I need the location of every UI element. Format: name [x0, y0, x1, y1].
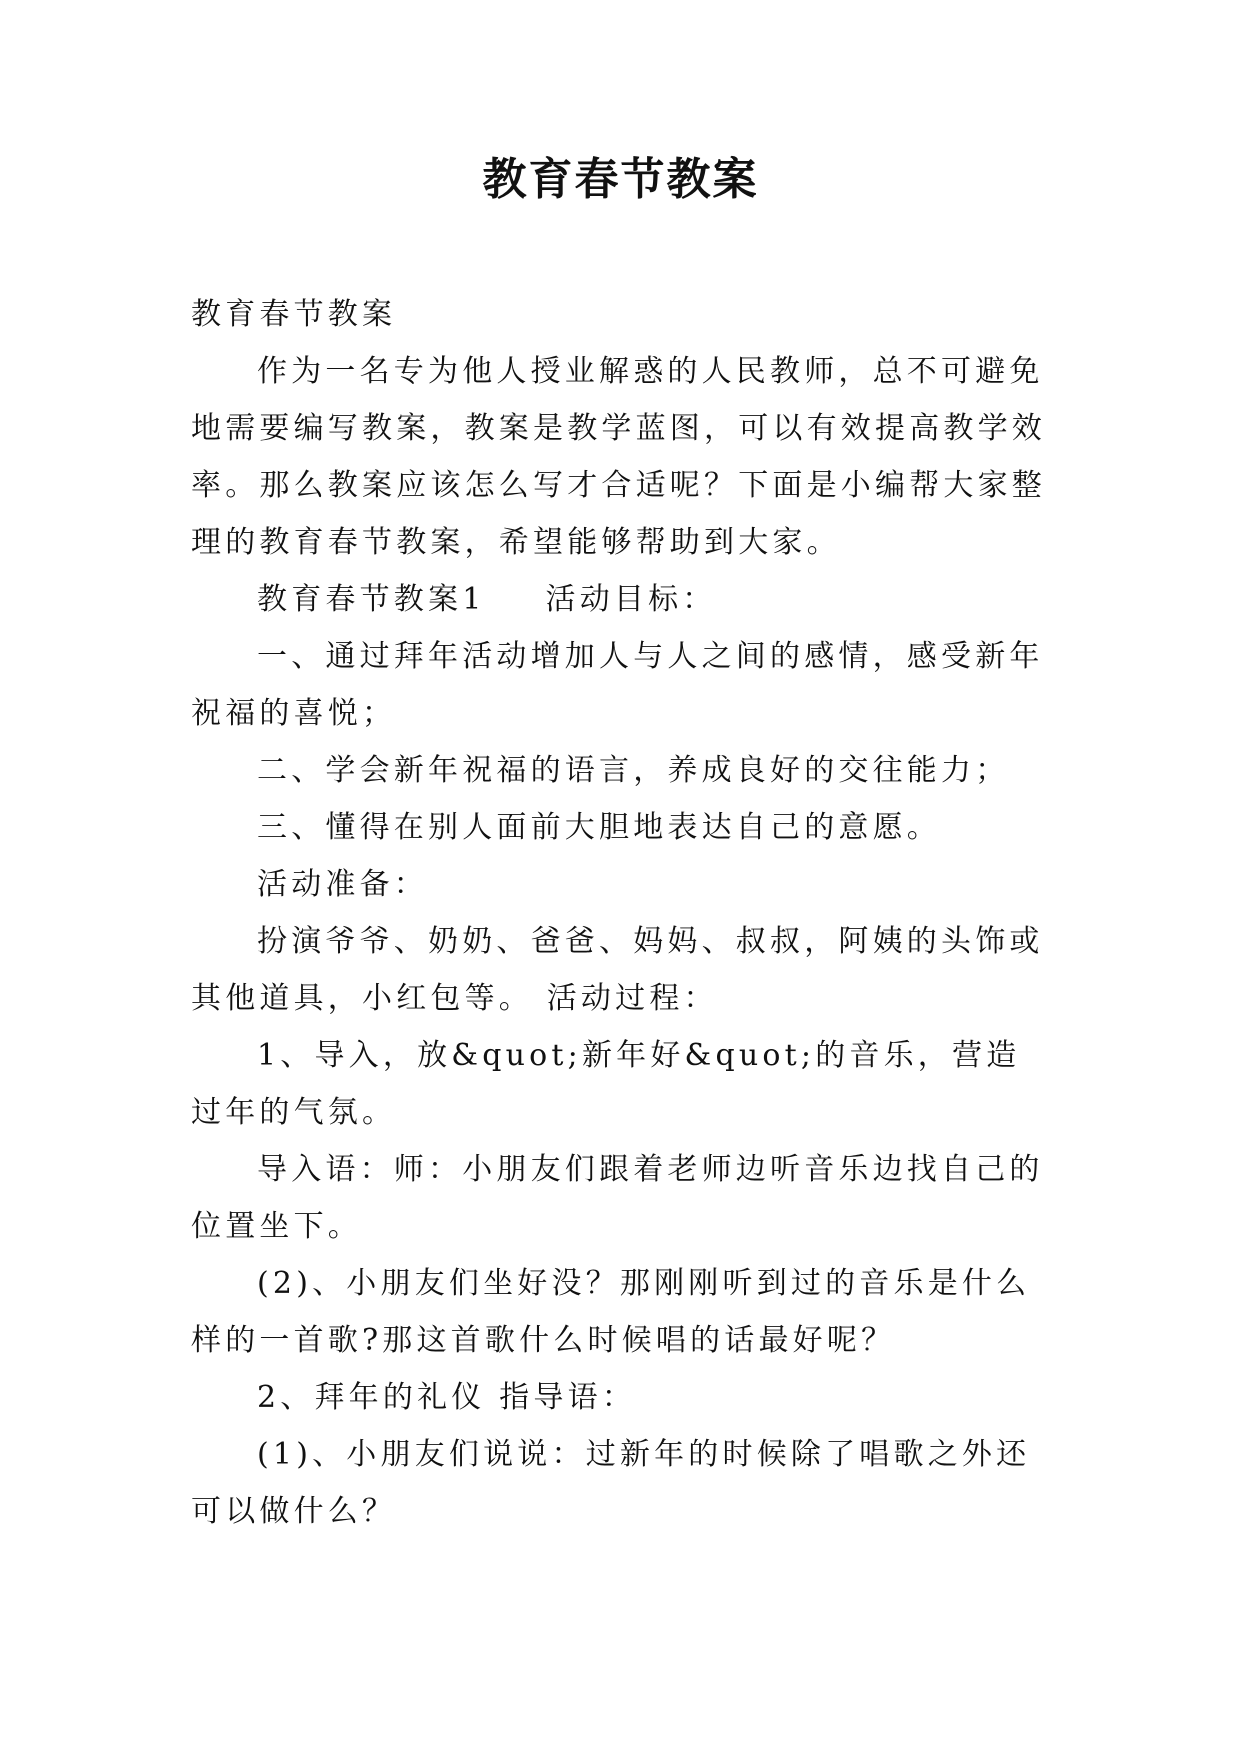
paragraph-heading: 教育春节教案 — [191, 297, 397, 332]
paragraph-goal-1: 一、通过拜年活动增加人与人之间的感情，感受新年祝福的喜悦； — [191, 639, 1044, 731]
paragraph-intro: 作为一名专为他人授业解惑的人民教师，总不可避免地需要编写教案，教案是教学蓝图，可以有效提高教学效率。那么教案应该怎么写才合适呢？下面是小编帮大家整理的教育春节教案，希望能够帮助到大家。 — [191, 354, 1046, 560]
paragraph-section-line — [191, 571, 1051, 628]
paragraph-step-2-1: (1)、小朋友们说说：过新年的时候除了唱歌之外还可以做什么？ — [191, 1437, 1031, 1529]
paragraph-step-1-2: (2)、小朋友们坐好没？那刚刚听到过的音乐是什么样的一首歌?那这首歌什么时候唱的话最好呢？ — [191, 1266, 1031, 1358]
paragraph-goal-3: 三、懂得在别人面前大胆地表达自己的意愿。 — [257, 810, 941, 845]
paragraph-goal-2: 二、学会新年祝福的语言，养成良好的交往能力； — [257, 753, 1010, 788]
paragraph-step-1: 1、导入，放&quot;新年好&quot;的音乐，营造过年的气氛。 — [191, 1038, 1021, 1130]
document-title: 教育春节教案 — [482, 154, 759, 205]
goals-label: 活动目标： — [545, 582, 717, 617]
section-heading: 教育春节教案1 — [257, 582, 486, 617]
document-body — [191, 286, 1051, 1540]
paragraph-prep-detail: 扮演爷爷、奶奶、爸爸、妈妈、叔叔，阿姨的头饰或其他道具，小红包等。 活动过程： — [191, 924, 1044, 1016]
paragraph-intro-speech: 导入语：师：小朋友们跟着老师边听音乐边找自己的位置坐下。 — [191, 1152, 1044, 1244]
paragraph-step-2: 2、拜年的礼仪 指导语： — [257, 1380, 637, 1415]
paragraph-prep-label: 活动准备： — [257, 867, 428, 902]
